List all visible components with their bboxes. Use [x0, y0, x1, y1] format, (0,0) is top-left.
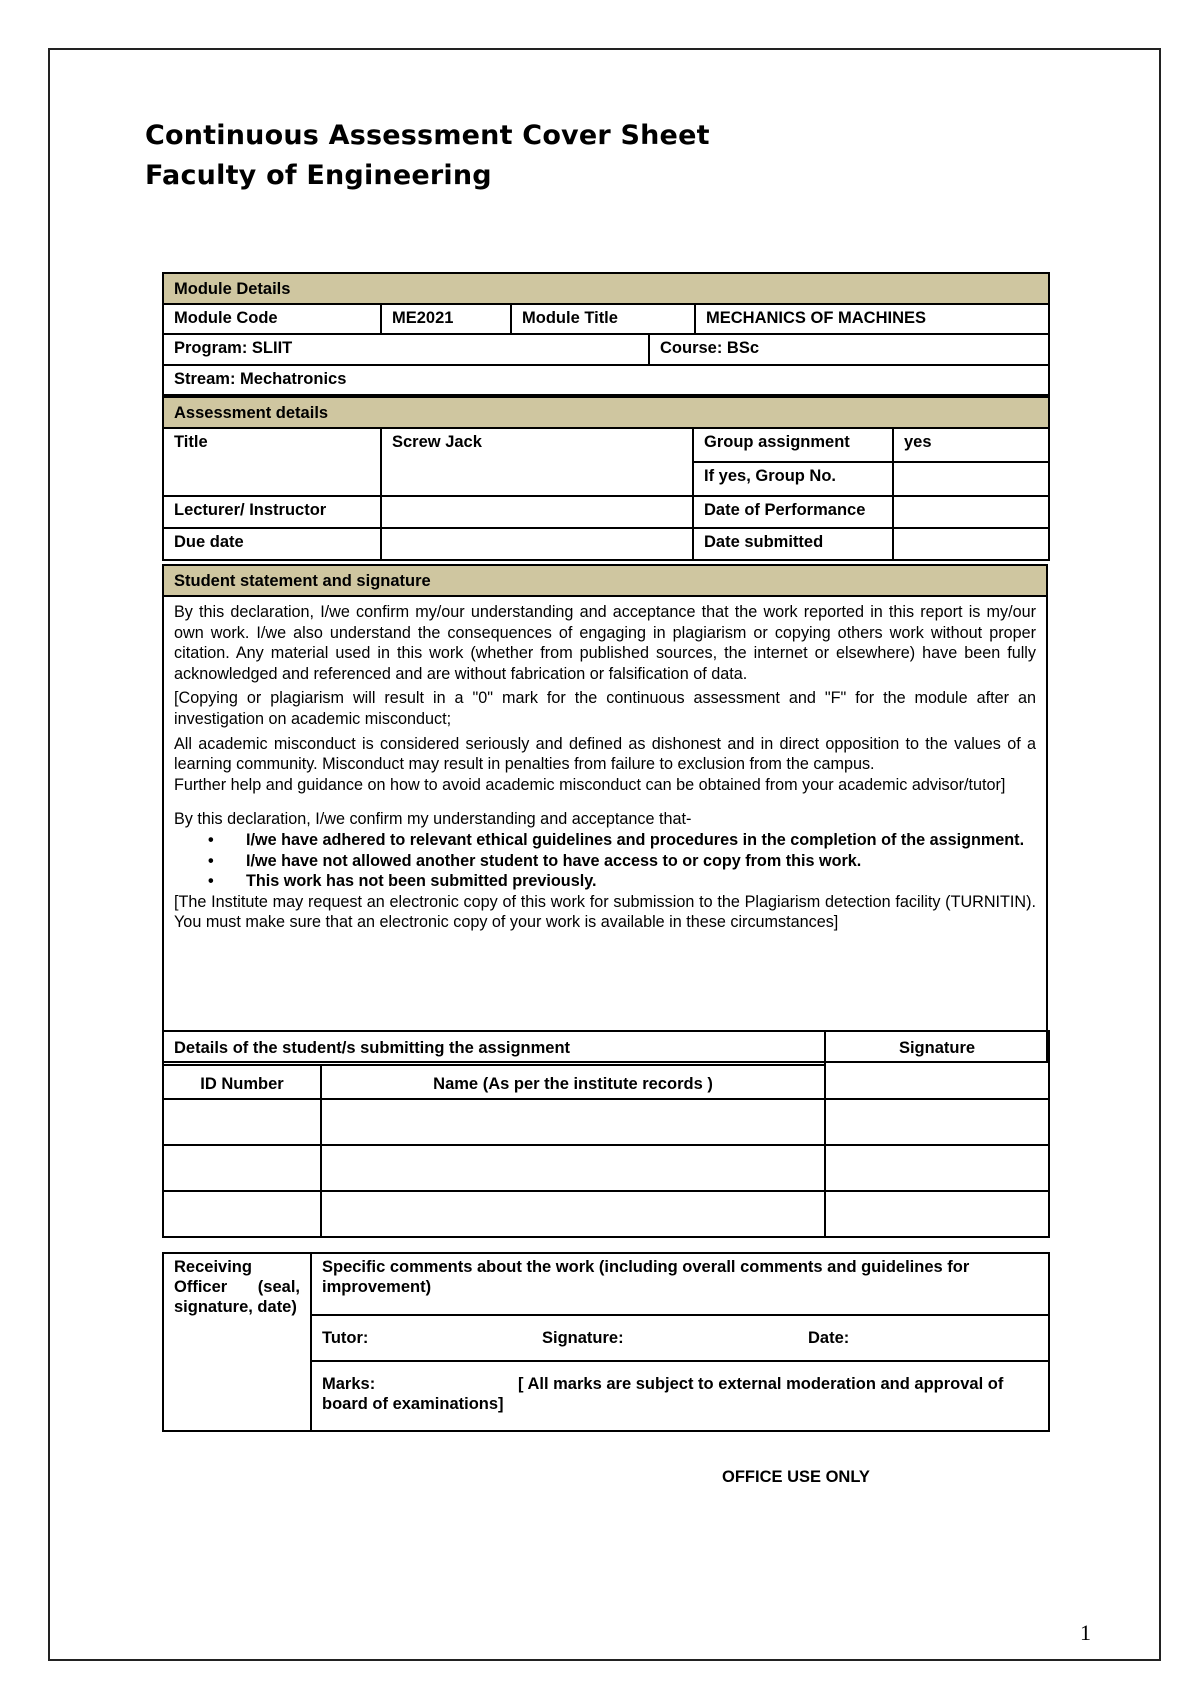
date-of-performance-label: Date of Performance [693, 496, 893, 528]
table-row [163, 1145, 1049, 1191]
id-number-header: ID Number [163, 1065, 321, 1099]
declaration-paragraph: By this declaration, I/we confirm my/our understanding and acceptance that the work reported in this report is my/our own work. I/we also understand the consequences of engaging in plagiarism or copying others work without proper citation. Any material used in this work (whether from published sources, the internet or elsewhere) have been fully acknowledged and referenced and are without fabrication or falsification of data. [174, 603, 1036, 683]
module-title-label: Module Title [511, 304, 695, 334]
list-item: • I/we have not allowed another student to have access to or copy from this work. [208, 851, 862, 870]
signature-cell [825, 1191, 1049, 1237]
date-submitted-value [893, 528, 1049, 560]
stream-field: Stream: Mechatronics [163, 365, 1049, 395]
plagiarism-warning: [Copying or plagiarism will result in a "0" mark for the continuous assessment and "F" for the module after an investigation on academic misconduct; [174, 689, 1036, 728]
group-number-value [893, 462, 1049, 496]
name-cell [321, 1145, 825, 1191]
signature-cell [825, 1145, 1049, 1191]
program-field: Program: SLIIT [163, 335, 649, 365]
module-title-value: MECHANICS OF MACHINES [695, 304, 1049, 334]
list-item: • I/we have adhered to relevant ethical guidelines and procedures in the completion of the assignment. [208, 830, 1025, 849]
assessment-title-label: Title [163, 428, 381, 496]
id-number-cell [163, 1191, 321, 1237]
page-number: 1 [1080, 1620, 1091, 1645]
module-details-header: Module Details [163, 273, 1049, 304]
signature-cell [825, 1099, 1049, 1145]
table-row [163, 1191, 1049, 1237]
module-details-table [162, 272, 1048, 396]
group-number-label: If yes, Group No. [693, 462, 893, 496]
name-cell [321, 1191, 825, 1237]
bullet-icon: • [208, 851, 214, 870]
student-statement-table [162, 564, 1048, 1063]
marks-row [311, 1361, 1049, 1431]
marks-note: [ All marks are subject to external moderation and approval of board of examinations] [322, 1375, 1004, 1413]
date-of-performance-value [893, 496, 1049, 528]
list-item: • This work has not been submitted previously. [208, 872, 597, 891]
specific-comments-label: Specific comments about the work (including overall comments and guidelines for improvement) [311, 1253, 1049, 1315]
guidance-paragraph: Further help and guidance on how to avoid academic misconduct can be obtained from your academic advisor/tutor] [174, 775, 1006, 794]
signature-label: Signature: [542, 1329, 624, 1347]
student-details-table [162, 1030, 1048, 1238]
bullet-icon: • [208, 872, 214, 891]
assessment-title-value: Screw Jack [381, 428, 693, 496]
tutor-label: Tutor: [322, 1329, 369, 1347]
acceptance-list [174, 830, 1036, 892]
name-cell [321, 1099, 825, 1145]
office-use-only-label: OFFICE USE ONLY [722, 1468, 870, 1486]
id-number-cell [163, 1145, 321, 1191]
assessment-details-header: Assessment details [163, 397, 1049, 428]
name-header: Name (As per the institute records ) [321, 1065, 825, 1099]
assessment-details-table [162, 396, 1048, 561]
due-date-label: Due date [163, 528, 381, 560]
table-row [163, 1099, 1049, 1145]
student-details-header: Details of the student/s submitting the assignment [163, 1031, 825, 1065]
lecturer-label: Lecturer/ Instructor [163, 496, 381, 528]
receiving-officer-cell [163, 1253, 311, 1431]
lecturer-value [381, 496, 693, 528]
misconduct-paragraph: All academic misconduct is considered seriously and defined as dishonest and in direct opposition to the values of a learning community. Misconduct may result in penalties from failure to exclusion from the campus. [174, 734, 1036, 774]
title-line-1: Continuous Assessment Cover Sheet [145, 120, 710, 151]
acceptance-paragraph: By this declaration, I/we confirm my understanding and acceptance that- [174, 810, 692, 829]
office-use-table [162, 1252, 1048, 1432]
document-title [145, 116, 710, 196]
marks-label: Marks: [322, 1375, 376, 1393]
title-line-2: Faculty of Engineering [145, 160, 492, 191]
tutor-row [311, 1315, 1049, 1361]
due-date-value [381, 528, 693, 560]
receiving-officer-label: Receiving Officer (seal, signature, date) [174, 1258, 300, 1316]
bullet-icon: • [208, 830, 214, 849]
date-label: Date: [808, 1329, 850, 1347]
id-number-cell [163, 1099, 321, 1145]
module-code-value: ME2021 [381, 304, 511, 334]
date-submitted-label: Date submitted [693, 528, 893, 560]
module-code-label: Module Code [163, 304, 381, 334]
signature-header: Signature [825, 1031, 1049, 1099]
turnitin-paragraph: [The Institute may request an electronic copy of this work for submission to the Plagiarism detection facility (TURNITIN). You must make sure that an electronic copy of your work is available in these circumstances] [174, 892, 1036, 932]
course-field: Course: BSc [649, 335, 1049, 365]
group-assignment-value: yes [893, 428, 1049, 462]
group-assignment-label: Group assignment [693, 428, 893, 462]
student-statement-header: Student statement and signature [163, 565, 1047, 596]
declaration-text [163, 596, 1047, 1062]
